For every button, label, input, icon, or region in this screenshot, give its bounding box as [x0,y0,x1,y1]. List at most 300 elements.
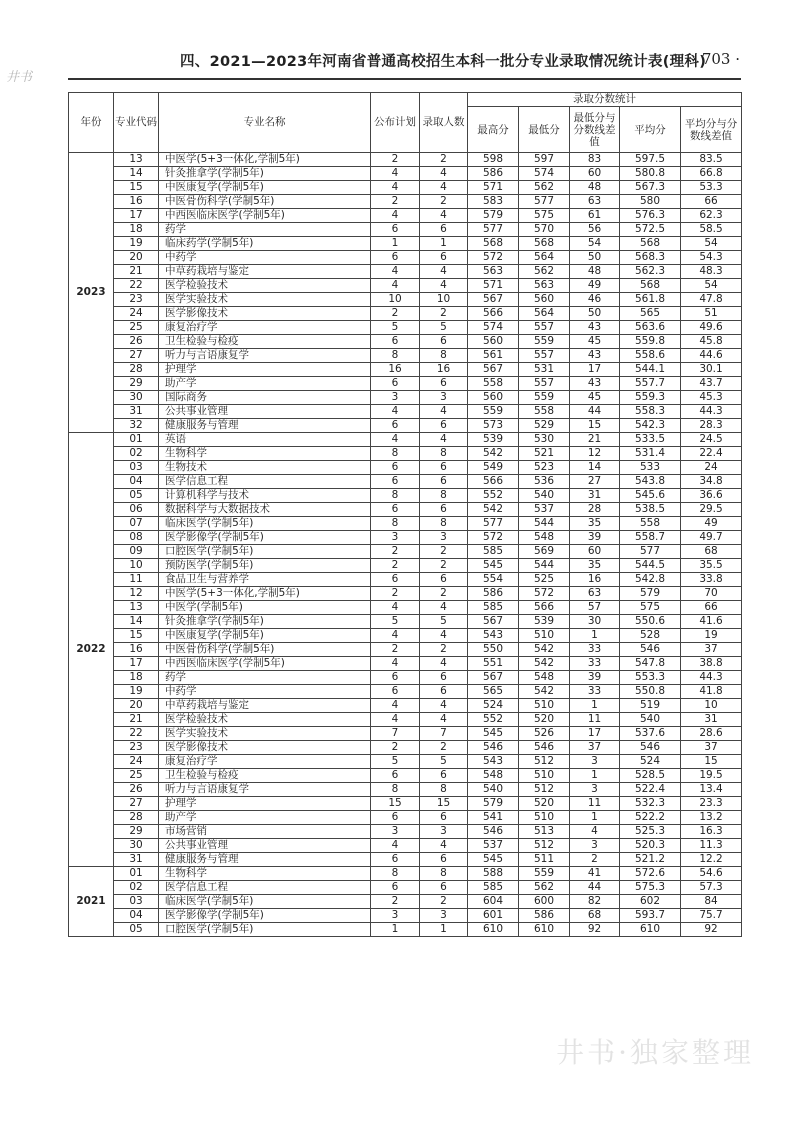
cell-code: 05 [114,923,159,937]
cell-max: 540 [468,783,519,797]
table-row [69,713,742,727]
cell-plan: 6 [371,335,420,349]
cell-avg: 568.3 [620,251,681,265]
cell-code: 18 [114,223,159,237]
cell-major: 公共事业管理 [159,839,371,853]
cell-avg: 522.2 [620,811,681,825]
table-row [69,363,742,377]
cell-code: 23 [114,741,159,755]
cell-max: 585 [468,545,519,559]
cell-plan: 2 [371,643,420,657]
cell-max: 567 [468,363,519,377]
table-row [69,377,742,391]
cell-admitted: 5 [420,321,468,335]
cell-avg: 579 [620,587,681,601]
cell-max: 545 [468,727,519,741]
table-row [69,405,742,419]
cell-plan: 8 [371,489,420,503]
table-row [69,279,742,293]
cell-avg-diff: 28.6 [681,727,742,741]
cell-major: 康复治疗学 [159,321,371,335]
cell-code: 20 [114,699,159,713]
table-row [69,741,742,755]
table-row [69,335,742,349]
table-row [69,727,742,741]
cell-plan: 8 [371,517,420,531]
cell-avg-diff: 45.8 [681,335,742,349]
cell-code: 26 [114,335,159,349]
cell-min-diff: 82 [570,895,620,909]
cell-plan: 2 [371,195,420,209]
cell-plan: 6 [371,685,420,699]
cell-plan: 4 [371,265,420,279]
cell-max: 550 [468,643,519,657]
cell-plan: 2 [371,587,420,601]
cell-avg: 528.5 [620,769,681,783]
cell-avg: 546 [620,741,681,755]
cell-avg-diff: 28.3 [681,419,742,433]
cell-max: 567 [468,671,519,685]
cell-code: 14 [114,615,159,629]
cell-min: 566 [519,601,570,615]
cell-major: 医学实验技术 [159,293,371,307]
cell-year: 2021 [69,867,114,937]
cell-min-diff: 43 [570,377,620,391]
cell-avg-diff: 30.1 [681,363,742,377]
cell-admitted: 4 [420,279,468,293]
cell-min: 572 [519,587,570,601]
header-min-diff: 最低分与分数线差值 [570,107,620,153]
cell-max: 585 [468,601,519,615]
cell-max: 604 [468,895,519,909]
cell-major: 临床药学(学制5年) [159,237,371,251]
cell-min: 513 [519,825,570,839]
cell-min-diff: 3 [570,783,620,797]
cell-code: 14 [114,167,159,181]
cell-admitted: 6 [420,461,468,475]
cell-avg-diff: 29.5 [681,503,742,517]
cell-plan: 6 [371,881,420,895]
cell-min-diff: 35 [570,559,620,573]
cell-min-diff: 28 [570,503,620,517]
cell-min-diff: 39 [570,531,620,545]
cell-admitted: 1 [420,237,468,251]
cell-min-diff: 50 [570,307,620,321]
cell-major: 中医康复学(学制5年) [159,629,371,643]
cell-avg-diff: 66.8 [681,167,742,181]
cell-plan: 4 [371,405,420,419]
cell-max: 560 [468,391,519,405]
cell-major: 中西医临床医学(学制5年) [159,209,371,223]
cell-min: 610 [519,923,570,937]
cell-max: 574 [468,321,519,335]
cell-min-diff: 3 [570,839,620,853]
cell-admitted: 16 [420,363,468,377]
table-row [69,643,742,657]
cell-avg-diff: 68 [681,545,742,559]
cell-admitted: 4 [420,265,468,279]
cell-admitted: 5 [420,615,468,629]
cell-min-diff: 12 [570,447,620,461]
cell-plan: 6 [371,475,420,489]
cell-min-diff: 54 [570,237,620,251]
cell-plan: 8 [371,447,420,461]
cell-avg: 580 [620,195,681,209]
cell-avg-diff: 19.5 [681,769,742,783]
cell-avg-diff: 44.3 [681,671,742,685]
cell-code: 18 [114,671,159,685]
table-row [69,531,742,545]
table-row [69,699,742,713]
table-row [69,783,742,797]
cell-major: 卫生检验与检疫 [159,769,371,783]
cell-code: 20 [114,251,159,265]
cell-code: 23 [114,293,159,307]
cell-avg-diff: 15 [681,755,742,769]
cell-major: 医学检验技术 [159,279,371,293]
cell-avg: 519 [620,699,681,713]
cell-avg-diff: 66 [681,601,742,615]
cell-min-diff: 48 [570,265,620,279]
cell-admitted: 2 [420,895,468,909]
table-row [69,797,742,811]
cell-major: 生物技术 [159,461,371,475]
cell-major: 医学影像技术 [159,307,371,321]
cell-plan: 2 [371,545,420,559]
cell-min: 600 [519,895,570,909]
cell-min: 560 [519,293,570,307]
cell-plan: 6 [371,853,420,867]
cell-code: 13 [114,601,159,615]
cell-major: 中西医临床医学(学制5年) [159,657,371,671]
cell-min: 546 [519,741,570,755]
table-row [69,517,742,531]
cell-code: 17 [114,657,159,671]
cell-avg-diff: 49 [681,517,742,531]
table-row [69,755,742,769]
cell-max: 563 [468,265,519,279]
cell-max: 552 [468,489,519,503]
cell-avg: 558.3 [620,405,681,419]
cell-min-diff: 50 [570,251,620,265]
cell-major: 医学实验技术 [159,727,371,741]
cell-avg-diff: 33.8 [681,573,742,587]
cell-min-diff: 63 [570,195,620,209]
cell-year: 2022 [69,433,114,867]
table-row [69,559,742,573]
cell-admitted: 1 [420,923,468,937]
cell-min: 510 [519,811,570,825]
cell-min: 562 [519,265,570,279]
cell-min-diff: 35 [570,517,620,531]
cell-major: 中药学 [159,251,371,265]
cell-admitted: 3 [420,391,468,405]
table-row [69,615,742,629]
cell-min: 563 [519,279,570,293]
cell-major: 医学影像学(学制5年) [159,909,371,923]
cell-code: 30 [114,391,159,405]
cell-code: 02 [114,881,159,895]
cell-avg: 558.6 [620,349,681,363]
cell-max: 568 [468,237,519,251]
cell-avg: 545.6 [620,489,681,503]
cell-avg-diff: 53.3 [681,181,742,195]
cell-min-diff: 17 [570,363,620,377]
cell-max: 572 [468,251,519,265]
cell-min-diff: 61 [570,209,620,223]
table-row [69,685,742,699]
cell-min-diff: 43 [570,321,620,335]
cell-avg-diff: 41.6 [681,615,742,629]
cell-max: 577 [468,223,519,237]
cell-plan: 4 [371,209,420,223]
cell-avg: 559.8 [620,335,681,349]
cell-avg-diff: 34.8 [681,475,742,489]
cell-code: 25 [114,769,159,783]
cell-major: 医学信息工程 [159,881,371,895]
table-row [69,895,742,909]
cell-admitted: 6 [420,769,468,783]
cell-major: 中草药栽培与鉴定 [159,265,371,279]
page-number: · 703 · [692,50,740,68]
cell-admitted: 2 [420,741,468,755]
cell-plan: 6 [371,573,420,587]
cell-avg-diff: 44.3 [681,405,742,419]
cell-min: 530 [519,433,570,447]
cell-major: 预防医学(学制5年) [159,559,371,573]
cell-min-diff: 43 [570,349,620,363]
cell-major: 中医骨伤科学(学制5年) [159,195,371,209]
cell-major: 国际商务 [159,391,371,405]
cell-code: 12 [114,587,159,601]
cell-avg: 557.7 [620,377,681,391]
cell-plan: 6 [371,223,420,237]
cell-major: 市场营销 [159,825,371,839]
cell-plan: 4 [371,167,420,181]
cell-min-diff: 27 [570,475,620,489]
cell-min: 548 [519,671,570,685]
cell-code: 15 [114,629,159,643]
cell-min: 568 [519,237,570,251]
cell-min-diff: 33 [570,685,620,699]
cell-avg-diff: 24 [681,461,742,475]
cell-avg: 524 [620,755,681,769]
cell-major: 卫生检验与检疫 [159,335,371,349]
cell-avg-diff: 11.3 [681,839,742,853]
cell-min: 512 [519,783,570,797]
watermark: 井书·独家整理 [556,1036,754,1069]
table-row [69,167,742,181]
cell-avg-diff: 43.7 [681,377,742,391]
table-row [69,307,742,321]
cell-code: 26 [114,783,159,797]
cell-plan: 6 [371,769,420,783]
cell-max: 545 [468,853,519,867]
cell-max: 561 [468,349,519,363]
cell-major: 中医学(学制5年) [159,601,371,615]
cell-plan: 3 [371,825,420,839]
cell-min-diff: 3 [570,755,620,769]
cell-avg-diff: 49.6 [681,321,742,335]
cell-min-diff: 33 [570,657,620,671]
cell-admitted: 4 [420,601,468,615]
cell-admitted: 6 [420,475,468,489]
cell-min-diff: 1 [570,629,620,643]
cell-min: 510 [519,699,570,713]
cell-max: 588 [468,867,519,881]
cell-avg: 543.8 [620,475,681,489]
cell-max: 543 [468,755,519,769]
cell-avg-diff: 12.2 [681,853,742,867]
cell-plan: 2 [371,559,420,573]
cell-major: 中医骨伤科学(学制5年) [159,643,371,657]
table-row [69,867,742,881]
cell-admitted: 4 [420,405,468,419]
cell-code: 01 [114,433,159,447]
cell-plan: 2 [371,153,420,167]
cell-plan: 6 [371,671,420,685]
cell-min: 597 [519,153,570,167]
cell-code: 02 [114,447,159,461]
table-row [69,601,742,615]
cell-admitted: 3 [420,825,468,839]
cell-plan: 4 [371,279,420,293]
table-row [69,251,742,265]
cell-major: 生物科学 [159,867,371,881]
cell-code: 31 [114,853,159,867]
cell-min-diff: 41 [570,867,620,881]
cell-avg-diff: 19 [681,629,742,643]
table-row [69,573,742,587]
cell-avg: 550.8 [620,685,681,699]
cell-avg-diff: 23.3 [681,797,742,811]
cell-code: 13 [114,153,159,167]
cell-min: 521 [519,447,570,461]
table-row [69,825,742,839]
cell-plan: 8 [371,783,420,797]
cell-plan: 1 [371,923,420,937]
cell-min: 544 [519,559,570,573]
cell-plan: 5 [371,321,420,335]
cell-min-diff: 1 [570,769,620,783]
cell-code: 27 [114,797,159,811]
cell-max: 560 [468,335,519,349]
cell-major: 助产学 [159,811,371,825]
cell-avg: 572.6 [620,867,681,881]
cell-plan: 3 [371,909,420,923]
cell-min: 557 [519,349,570,363]
cell-plan: 4 [371,181,420,195]
cell-avg: 577 [620,545,681,559]
cell-max: 566 [468,475,519,489]
cell-plan: 3 [371,391,420,405]
cell-min: 575 [519,209,570,223]
cell-plan: 2 [371,741,420,755]
cell-min: 529 [519,419,570,433]
cell-min-diff: 49 [570,279,620,293]
cell-max: 566 [468,307,519,321]
page-title: 四、2021—2023年河南省普通高校招生本科一批分专业录取情况统计表(理科) [180,54,707,70]
cell-min-diff: 4 [570,825,620,839]
cell-min-diff: 48 [570,181,620,195]
cell-major: 医学影像学(学制5年) [159,531,371,545]
cell-avg-diff: 58.5 [681,223,742,237]
cell-admitted: 4 [420,209,468,223]
cell-avg: 559.3 [620,391,681,405]
cell-max: 586 [468,587,519,601]
cell-avg-diff: 10 [681,699,742,713]
cell-admitted: 6 [420,685,468,699]
cell-plan: 5 [371,615,420,629]
cell-avg: 575 [620,601,681,615]
cell-max: 598 [468,153,519,167]
cell-avg-diff: 37 [681,643,742,657]
admission-table [68,92,742,937]
table-row [69,223,742,237]
cell-min: 557 [519,321,570,335]
cell-min-diff: 16 [570,573,620,587]
cell-admitted: 6 [420,811,468,825]
cell-max: 565 [468,685,519,699]
table-row [69,237,742,251]
cell-min: 570 [519,223,570,237]
cell-avg: 550.6 [620,615,681,629]
cell-avg: 565 [620,307,681,321]
cell-admitted: 6 [420,671,468,685]
cell-min-diff: 11 [570,797,620,811]
table-row [69,769,742,783]
table-row [69,881,742,895]
cell-min-diff: 45 [570,391,620,405]
cell-major: 口腔医学(学制5年) [159,545,371,559]
cell-min: 577 [519,195,570,209]
cell-min: 531 [519,363,570,377]
table-row [69,545,742,559]
cell-admitted: 8 [420,447,468,461]
table-row [69,419,742,433]
cell-min: 544 [519,517,570,531]
cell-max: 573 [468,419,519,433]
cell-max: 551 [468,657,519,671]
cell-admitted: 10 [420,293,468,307]
cell-plan: 6 [371,503,420,517]
cell-max: 549 [468,461,519,475]
cell-admitted: 8 [420,489,468,503]
cell-admitted: 4 [420,657,468,671]
table-row [69,391,742,405]
cell-max: 610 [468,923,519,937]
cell-max: 558 [468,377,519,391]
cell-avg: 525.3 [620,825,681,839]
cell-major: 中医学(5+3一体化,学制5年) [159,587,371,601]
cell-avg: 563.6 [620,321,681,335]
cell-code: 16 [114,643,159,657]
cell-code: 05 [114,489,159,503]
cell-major: 中药学 [159,685,371,699]
header-major: 专业名称 [159,93,371,153]
table-row [69,811,742,825]
cell-avg: 602 [620,895,681,909]
cell-admitted: 4 [420,629,468,643]
cell-min: 525 [519,573,570,587]
cell-admitted: 6 [420,223,468,237]
cell-avg: 522.4 [620,783,681,797]
cell-admitted: 4 [420,167,468,181]
cell-min: 520 [519,797,570,811]
cell-avg: 593.7 [620,909,681,923]
cell-admitted: 8 [420,867,468,881]
cell-avg-diff: 75.7 [681,909,742,923]
